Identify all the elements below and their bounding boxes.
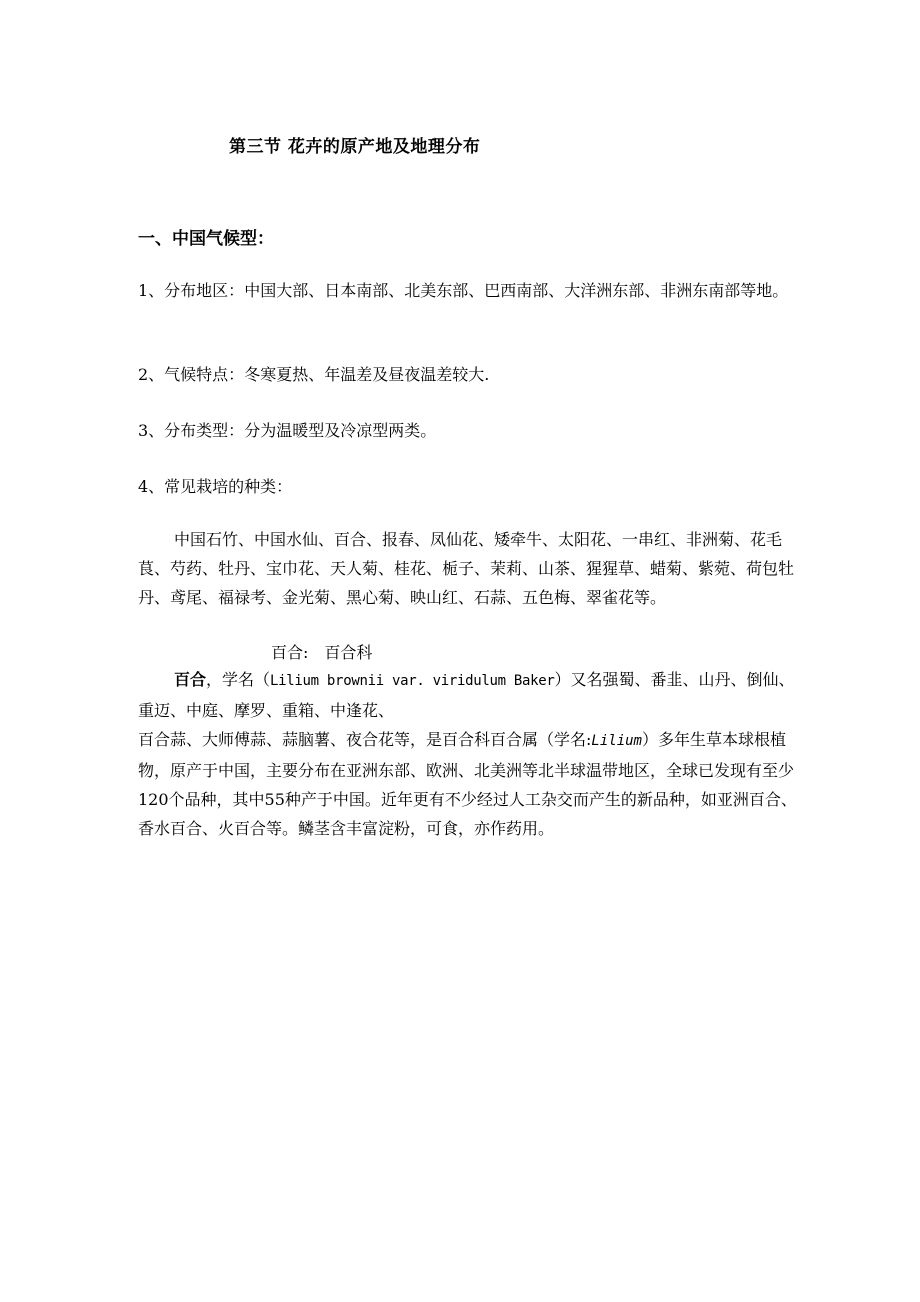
lily-text-part4: ）多年生草本球根植物，原产于中国，主要分布在亚洲东部、欧洲、北美洲等北半球温带地区，全球已发现有至少120个品种，其中55种产于中国。近年更有不少经过人工杂交而产生的新品种，如亚洲百合、香水百合、火百合等。鳞茎含丰富淀粉，可食，亦作药用。 <box>138 730 797 838</box>
species-list-paragraph <box>138 525 798 612</box>
item-label: 4、常见栽培的种类： <box>138 477 293 496</box>
item-distribution-area <box>138 276 798 305</box>
lily-paragraph <box>138 665 798 843</box>
item-label: 3、分布类型： <box>138 421 245 440</box>
caption-name: 百合: <box>271 643 309 662</box>
item-text: 分为温暖型及冷凉型两类。 <box>244 421 437 440</box>
item-common-species <box>138 472 798 501</box>
item-label: 1、分布地区： <box>138 281 245 300</box>
lily-caption <box>271 640 372 663</box>
page-title: 第三节 花卉的原产地及地理分布 <box>229 137 481 157</box>
item-distribution-type <box>138 416 798 445</box>
lily-text-part2: ）又名强蜀、番韭、山丹、倒仙、重迈、中庭、摩罗、重箱、中逢花、 <box>138 670 795 720</box>
section-heading: 一、中国气候型： <box>138 229 274 249</box>
species-list: 中国石竹、中国水仙、百合、报春、凤仙花、矮牵牛、太阳花、一串红、非洲菊、花毛茛、芍药、牡丹、宝巾花、天人菊、桂花、栀子、茉莉、山茶、猩猩草、蜡菊、紫菀、荷包牡丹、鸢尾、福禄考、金光菊、黑心菊、映山红、石蒜、五色梅、翠雀花等。 <box>138 530 795 607</box>
lily-scientific-name: Lilium brownii var. viridulum Baker <box>270 673 555 689</box>
item-text: 中国大部、日本南部、北美东部、巴西南部、大洋洲东部、非洲东南部等地。 <box>244 281 789 300</box>
lily-text-part3: 百合蒜、大师傅蒜、蒜脑薯、夜合花等，是百合科百合属（学名: <box>138 730 592 749</box>
lily-genus-name: Lilium <box>591 733 642 749</box>
item-label: 2、气候特点： <box>138 365 245 384</box>
item-climate-features <box>138 360 798 389</box>
lily-bold-name: 百合 <box>174 670 207 689</box>
item-text: 冬寒夏热、年温差及昼夜温差较大. <box>244 365 490 384</box>
lily-text-part1: ，学名（ <box>206 670 271 689</box>
caption-family: 百合科 <box>324 643 373 662</box>
